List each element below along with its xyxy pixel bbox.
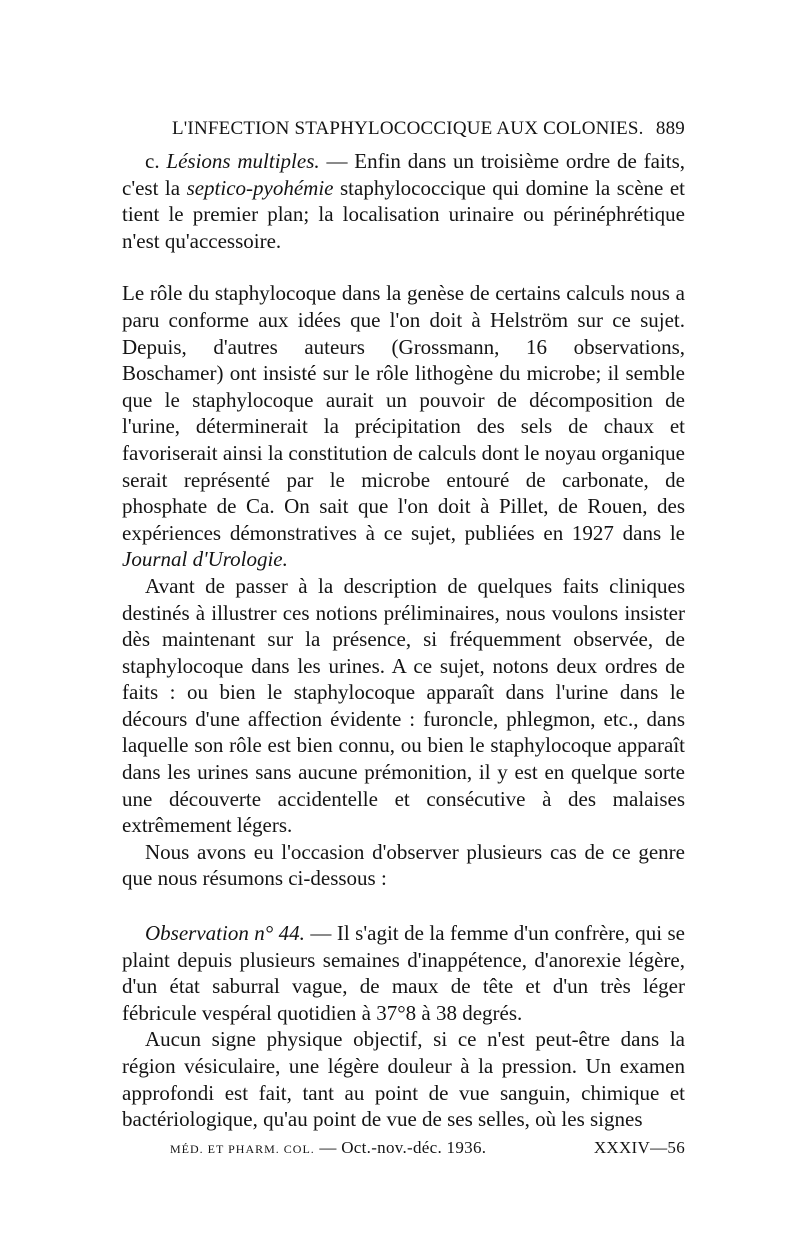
observation-heading: Observation n° 44. <box>145 921 305 946</box>
paragraph-examen: Aucun signe physique objectif, si ce n'est peut-être dans la région vésiculaire, une légère douleur à la pression. Un examen approfondi est fait, tant au point de vue sanguin, chimique et bactériologique, qu'au point de vue de ses selles, où les signes <box>122 1027 685 1132</box>
journal-name: MÉD. ET PHARM. COL. <box>170 1142 315 1156</box>
paragraph-lesions-multiples: c. Lésions multiples. — Enfin dans un troisième ordre de faits, c'est la septico-pyohémie staphylococcique qui domine la scène et tient le premier plan; la localisation urinaire ou périnéphrétique n'est qu'accessoire. <box>122 149 685 253</box>
issue-date: — Oct.-nov.-déc. 1936. <box>314 1138 487 1157</box>
page-footer <box>170 1138 685 1164</box>
running-title: L'INFECTION STAPHYLOCOCCIQUE AUX COLONIES. <box>172 118 644 139</box>
paragraph-cas: Nous avons eu l'occasion d'observer plusieurs cas de ce genre que nous résumons ci-dessous : <box>122 839 685 891</box>
paragraph-calculs: Le rôle du staphylocoque dans la genèse de certains calculs nous a paru conforme aux idées que l'on doit à Helström sur ce sujet. Depuis, d'autres auteurs (Grossmann, 16 observations, Boschamer) ont insisté sur le rôle lithogène du microbe; il semble que le staphylocoque aurait un pouvoir de décomposition de l'urine, déterminerait la précipitation des sels de chaux et favoriserait ainsi la constitution de calculs dont le noyau organique serait représenté par le microbe entouré de carbonate, de phosphate de Ca. On sait que l'on doit à Pillet, de Rouen, des expériences démonstratives à ce sujet, publiées en 1927 dans le Journal d'Urologie. <box>122 281 685 572</box>
section-heading: Lésions multiples. <box>166 149 320 173</box>
page-number: 889 <box>655 118 685 139</box>
journal-reference: Journal d'Urologie. <box>122 547 288 572</box>
body-text <box>122 148 685 1133</box>
running-header <box>172 118 685 148</box>
signature-mark: XXXIV—56 <box>593 1138 685 1157</box>
paragraph-description: Avant de passer à la description de quelques faits cliniques destinés à illustrer ces notions préliminaires, nous voulons insister dès maintenant sur la présence, si fréquemment observée, de staphylocoque dans les urines. A ce sujet, notons deux ordres de faits : ou bien le staphylocoque apparaît dans l'urine dans le décours d'une affection évidente : furoncle, phlegmon, etc., dans laquelle son rôle est bien connu, ou bien le staphylocoque apparaît dans les urines sans aucune prémonition, il y est en quelque sorte une découverte accidentelle et consécutive à des malaises extrêmement légers. <box>122 573 685 838</box>
paragraph-observation-44: Observation n° 44. — Il s'agit de la femme d'un confrère, qui se plaint depuis plusieurs semaines d'inappétence, d'anorexie légère, d'un état saburral vague, de maux de tête et d'un très léger fébricule vespéral quotidien à 37°8 à 38 degrés. <box>122 921 686 1025</box>
